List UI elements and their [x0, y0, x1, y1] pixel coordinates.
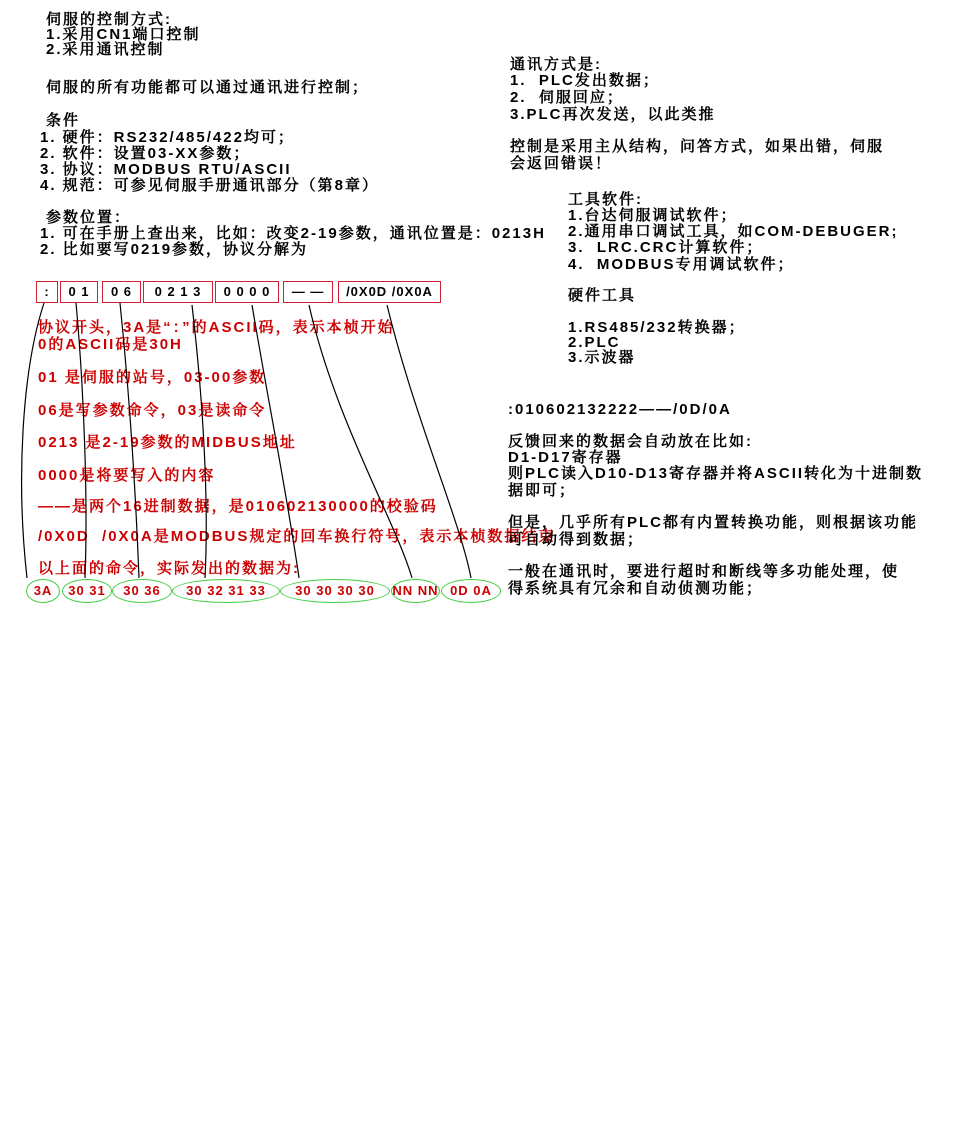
right-software-tool-4: 4. MODBUS专用调试软件； — [568, 256, 795, 273]
left-condition-protocol: 3. 协议：MODBUS RTU/ASCII — [40, 161, 292, 178]
sent-byte-oval-3036: 30 36 — [112, 579, 172, 603]
left-condition-spec: 4. 规范：可参见伺服手册通讯部分（第8章） — [40, 177, 380, 194]
frame-box-crlf: /0X0D /0X0A — [338, 281, 441, 303]
annotation-write-content: 0000是将要写入的内容 — [38, 467, 216, 484]
right-comm-mode-title: 通讯方式是: — [510, 56, 602, 73]
frame-box-address-0213: 0 2 1 3 — [143, 281, 213, 303]
left-control-item-2: 2.采用通讯控制 — [46, 41, 165, 58]
right-timeout-note-1: 一般在通讯时，要进行超时和断线等多功能处理，使 — [508, 563, 900, 580]
sent-byte-oval-0d0a: 0D 0A — [441, 579, 501, 603]
left-condition-software: 2. 软件：设置03-XX参数； — [40, 145, 251, 162]
right-plc-builtin-note-2: 可自动得到数据； — [508, 531, 645, 548]
annotation-modbus-address: 0213 是2-19参数的MIDBUS地址 — [38, 434, 297, 451]
left-conditions-title: 条件 — [46, 112, 81, 129]
right-comm-step-2: 2. 伺服回应； — [510, 89, 624, 106]
frame-box-command-06: 0 6 — [102, 281, 141, 303]
annotation-station-number: 01 是伺服的站号，03-00参数 — [38, 369, 267, 386]
right-software-tools-title: 工具软件: — [568, 191, 643, 208]
annotation-write-read-command: 06是写参数命令，03是读命令 — [38, 402, 267, 419]
right-feedback-note-3: 则PLC读入D10-D13寄存器并将ASCII转化为十进制数 — [508, 465, 924, 482]
right-feedback-note-2: D1-D17寄存器 — [508, 449, 623, 466]
left-control-item-1: 1.采用CN1端口控制 — [46, 26, 201, 43]
left-param-location-1: 1. 可在手册上查出来，比如：改变2-19参数，通讯位置是：0213H — [40, 225, 546, 242]
right-plc-builtin-note-1: 但是，几乎所有PLC都有内置转换功能，则根据该功能 — [508, 514, 919, 531]
right-master-slave-note-2: 会返回错误！ — [510, 155, 613, 172]
sent-byte-oval-3031: 30 31 — [62, 579, 112, 603]
annotation-protocol-start: 协议开头，3A是“：”的ASCII码，表示本桢开始 — [38, 319, 395, 336]
annotation-actual-data-sent: 以上面的命令，实际发出的数据为: — [38, 560, 300, 577]
annotation-crlf-end: /0X0D /0X0A是MODBUS规定的回车换行符号，表示本桢数据结束 — [38, 528, 556, 545]
right-software-tool-3: 3. LRC.CRC计算软件； — [568, 239, 764, 256]
right-master-slave-note-1: 控制是采用主从结构，问答方式，如果出错，伺服 — [510, 138, 885, 155]
frame-box-checksum: — — — [283, 281, 333, 303]
right-hardware-tool-2: 2.PLC — [568, 334, 621, 351]
right-comm-step-3: 3.PLC再次发送，以此类推 — [510, 106, 716, 123]
left-title-control-methods: 伺服的控制方式: — [46, 11, 172, 28]
annotation-checksum: ——是两个16进制数据，是010602130000的校验码 — [38, 498, 438, 515]
frame-box-start-colon: : — [36, 281, 58, 303]
right-response-frame-example: :010602132222——/0D/0A — [508, 401, 732, 418]
left-all-functions-note: 伺服的所有功能都可以通过通讯进行控制； — [46, 79, 370, 96]
frame-box-station-01: 0 1 — [60, 281, 98, 303]
right-timeout-note-2: 得系统具有冗余和自动侦测功能； — [508, 580, 764, 597]
left-param-location-2: 2. 比如要写0219参数，协议分解为 — [40, 241, 309, 258]
annotation-ascii-30h: 0的ASCII码是30H — [38, 336, 183, 353]
right-hardware-tools-title: 硬件工具 — [568, 287, 637, 304]
right-comm-step-1: 1. PLC发出数据； — [510, 72, 660, 89]
right-hardware-tool-3: 3.示波器 — [568, 349, 636, 366]
sent-byte-oval-nnnn: NN NN — [391, 579, 440, 603]
right-software-tool-2: 2.通用串口调试工具，如COM-DEBUGER; — [568, 223, 899, 240]
sent-byte-oval-3a: 3A — [26, 579, 60, 603]
right-software-tool-1: 1.台达伺服调试软件； — [568, 207, 738, 224]
left-condition-hardware: 1. 硬件：RS232/485/422均可； — [40, 129, 295, 146]
sent-byte-oval-30323133: 30 32 31 33 — [172, 579, 280, 603]
frame-box-data-0000: 0 0 0 0 — [215, 281, 279, 303]
sent-byte-oval-30303030: 30 30 30 30 — [280, 579, 390, 603]
right-hardware-tool-1: 1.RS485/232转换器； — [568, 319, 746, 336]
left-param-location-title: 参数位置： — [46, 209, 132, 226]
right-feedback-note-1: 反馈回来的数据会自动放在比如: — [508, 433, 753, 450]
right-feedback-note-4: 据即可； — [508, 482, 577, 499]
